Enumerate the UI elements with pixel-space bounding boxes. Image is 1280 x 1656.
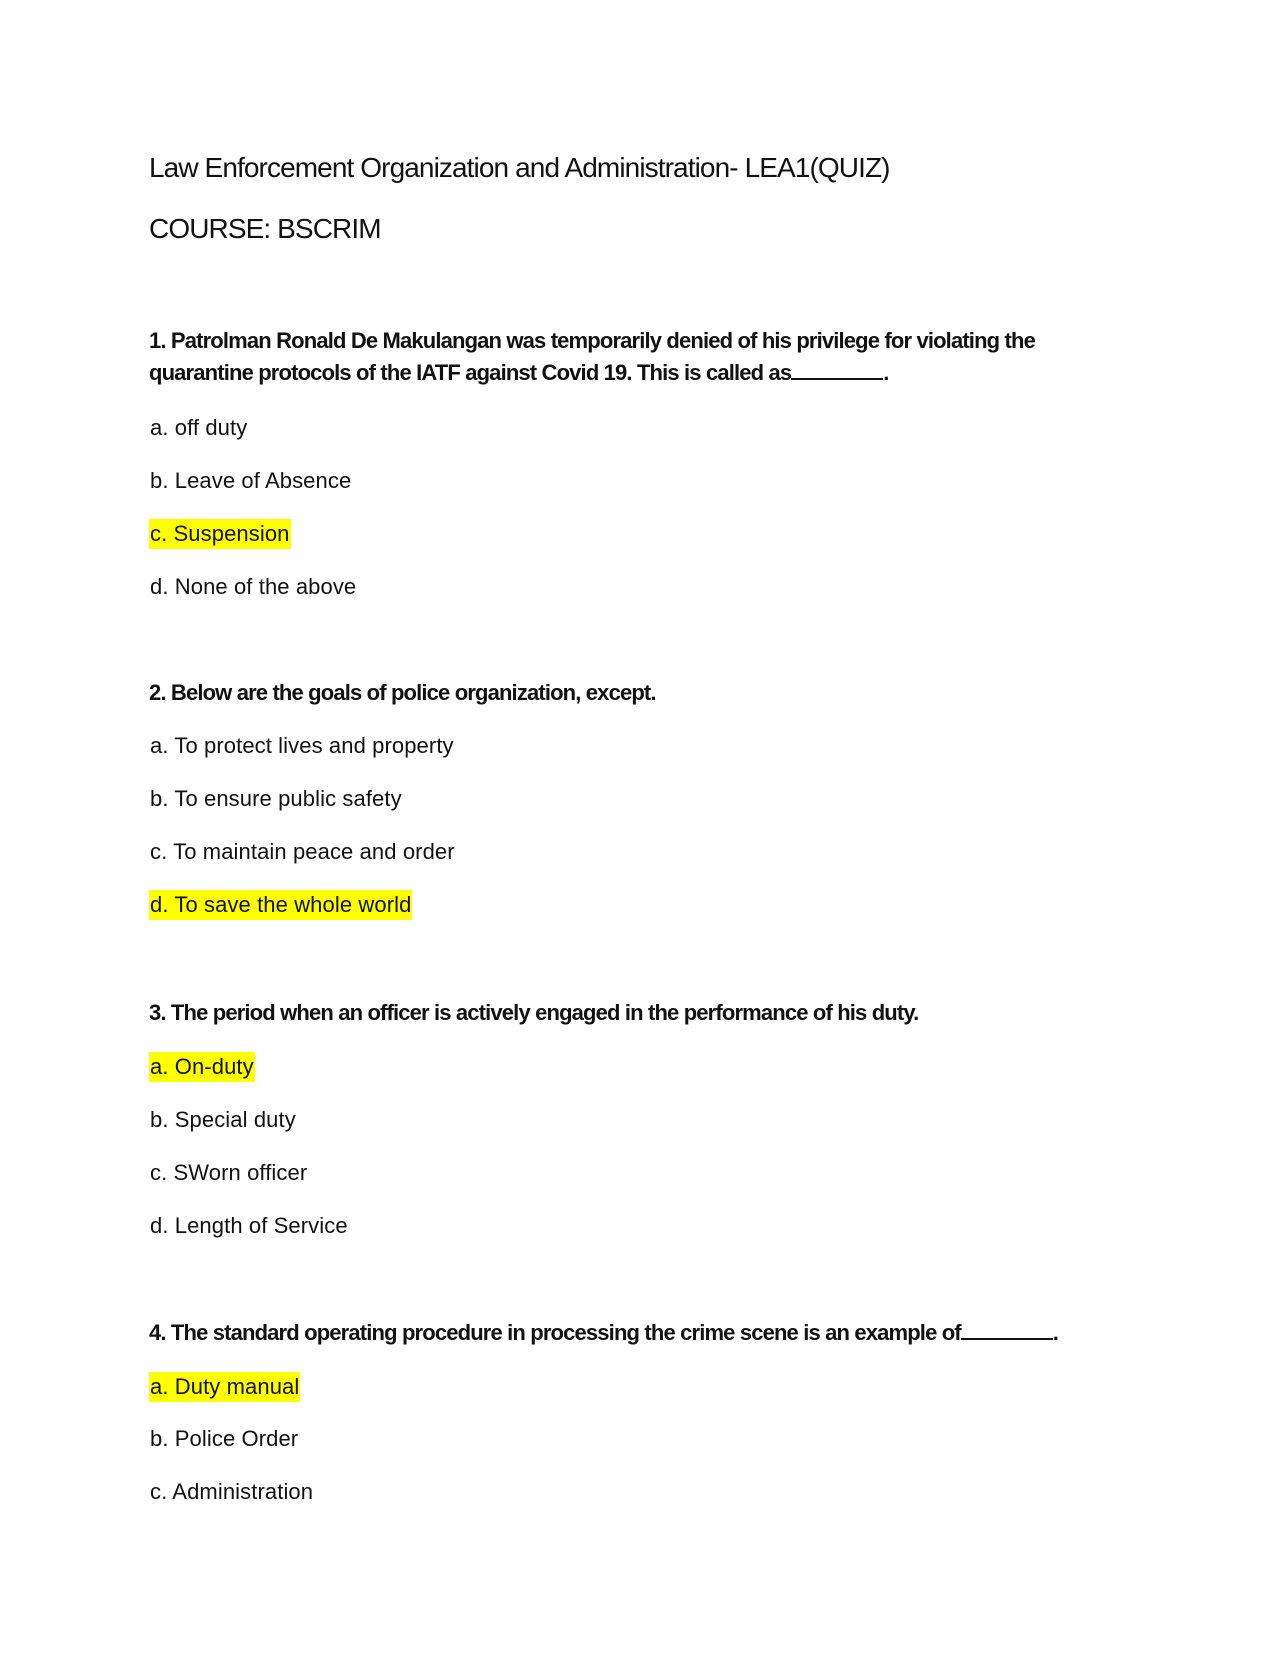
option-d: d. None of the above bbox=[150, 574, 357, 599]
option-a-highlighted: a. On-duty bbox=[149, 1052, 255, 1082]
document-title: Law Enforcement Organization and Administration- LEA1(QUIZ) bbox=[149, 152, 890, 183]
course-label: COURSE: BSCRIM bbox=[149, 213, 381, 244]
option-c: c. SWorn officer bbox=[150, 1160, 308, 1185]
question-suffix: . bbox=[1052, 1320, 1059, 1345]
answer-blank bbox=[791, 376, 883, 380]
option-c-highlighted: c. Suspension bbox=[149, 519, 291, 549]
question-text: 1. Patrolman Ronald De Makulangan was temporarily denied of his privilege for violating the bbox=[149, 328, 1035, 353]
question-suffix: . bbox=[883, 360, 889, 385]
question-text: 3. The period when an officer is actively engaged in the performance of his duty. bbox=[149, 1000, 919, 1025]
option-b: b. Leave of Absence bbox=[150, 468, 352, 493]
option-c: c. Administration bbox=[150, 1479, 314, 1504]
option-d-highlighted: d. To save the whole world bbox=[149, 890, 412, 920]
option-a-highlighted: a. Duty manual bbox=[149, 1372, 300, 1402]
question-text-line-2 bbox=[149, 360, 889, 386]
option-d: d. Length of Service bbox=[150, 1213, 348, 1238]
question-text: quarantine protocols of the IATF against Covid 19. This is called as bbox=[149, 360, 792, 385]
question-text: 4. The standard operating procedure in processing the crime scene is an example of bbox=[149, 1320, 961, 1345]
option-b: b. Special duty bbox=[150, 1107, 296, 1132]
option-b: b. To ensure public safety bbox=[150, 786, 402, 811]
option-a: a. To protect lives and property bbox=[150, 733, 454, 758]
question-text: 2. Below are the goals of police organization, except. bbox=[149, 680, 656, 705]
option-b: b. Police Order bbox=[150, 1426, 299, 1451]
question-text-line bbox=[149, 1320, 1058, 1346]
option-c: c. To maintain peace and order bbox=[150, 839, 455, 864]
answer-blank bbox=[961, 1336, 1053, 1340]
option-a: a. off duty bbox=[150, 415, 248, 440]
